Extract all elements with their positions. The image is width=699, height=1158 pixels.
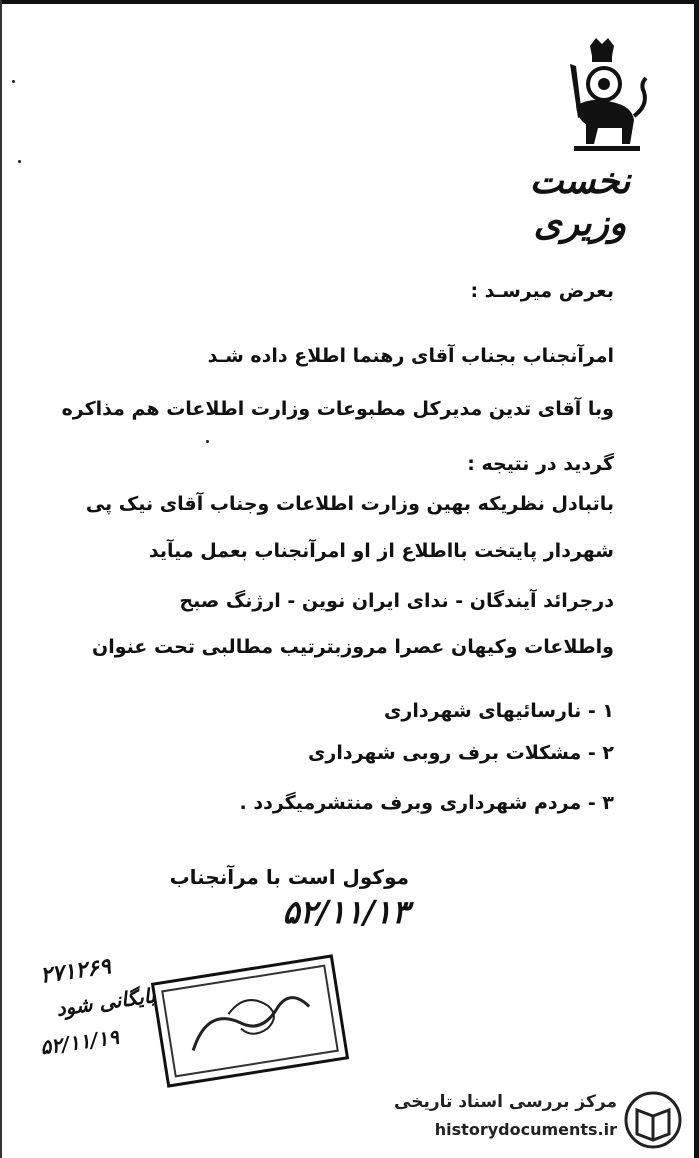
scan-speck bbox=[18, 160, 21, 163]
watermark-site: historydocuments.ir bbox=[434, 1120, 617, 1139]
list-item: ۱ - نارسائیهای شهرداری bbox=[383, 700, 614, 722]
body-line: امرآنجناب بجناب آقای رهنما اطلاع داده شـد bbox=[207, 345, 614, 367]
lion-and-sun-emblem bbox=[552, 36, 652, 156]
list-item: ۳ - مردم شهرداری وبرف منتشرمیگردد . bbox=[239, 792, 614, 814]
body-line: گردید در نتیجه : bbox=[467, 453, 614, 475]
archive-stamp-inner bbox=[161, 965, 339, 1078]
office-title: نخست وزیری bbox=[529, 160, 631, 244]
body-line: وبا آقای تدین مدیرکل مطبوعات وزارت اطلاعات هم مذاکره bbox=[61, 398, 614, 420]
body-line: واطلاعات وکیهان عصرا مروزبترتیب مطالبی تحت عنوان bbox=[92, 636, 614, 658]
scan-edge-right bbox=[694, 0, 699, 1158]
body-line: باتبادل نظریکه بهین وزارت اطلاعات وجناب آقای نیک پی bbox=[85, 493, 614, 515]
closing-line: موکول است با مرآنجناب bbox=[169, 865, 409, 889]
handwritten-number: ۲۷۱۲۶۹ bbox=[38, 953, 113, 989]
document-date: ۵۲/۱۱/۱۳ bbox=[282, 893, 409, 931]
stamp-scribble-icon bbox=[163, 967, 336, 1075]
scan-speck bbox=[12, 80, 15, 83]
book-icon bbox=[623, 1090, 683, 1150]
scan-speck bbox=[206, 440, 209, 443]
list-item: ۲ - مشکلات برف روبی شهرداری bbox=[307, 742, 614, 764]
scan-edge-left bbox=[0, 0, 2, 1158]
scan-edge-top bbox=[0, 0, 699, 4]
handwritten-note: بایگانی شود bbox=[54, 983, 157, 1021]
watermark-name: مرکز بررسی اسناد تاریخی bbox=[394, 1092, 617, 1112]
handwritten-date: ۵۲/۱۱/۱۹ bbox=[38, 1024, 121, 1060]
watermark bbox=[394, 1088, 689, 1150]
salutation: بعرض میرسـد : bbox=[470, 280, 614, 302]
body-line: شهردار پایتخت بااطلاع از او امرآنجناب بعمل میآید bbox=[148, 540, 614, 562]
archive-stamp bbox=[151, 954, 349, 1087]
body-line: درجرائد آیندگان - ندای ایران نوین - ارژنگ صبح bbox=[179, 590, 614, 612]
